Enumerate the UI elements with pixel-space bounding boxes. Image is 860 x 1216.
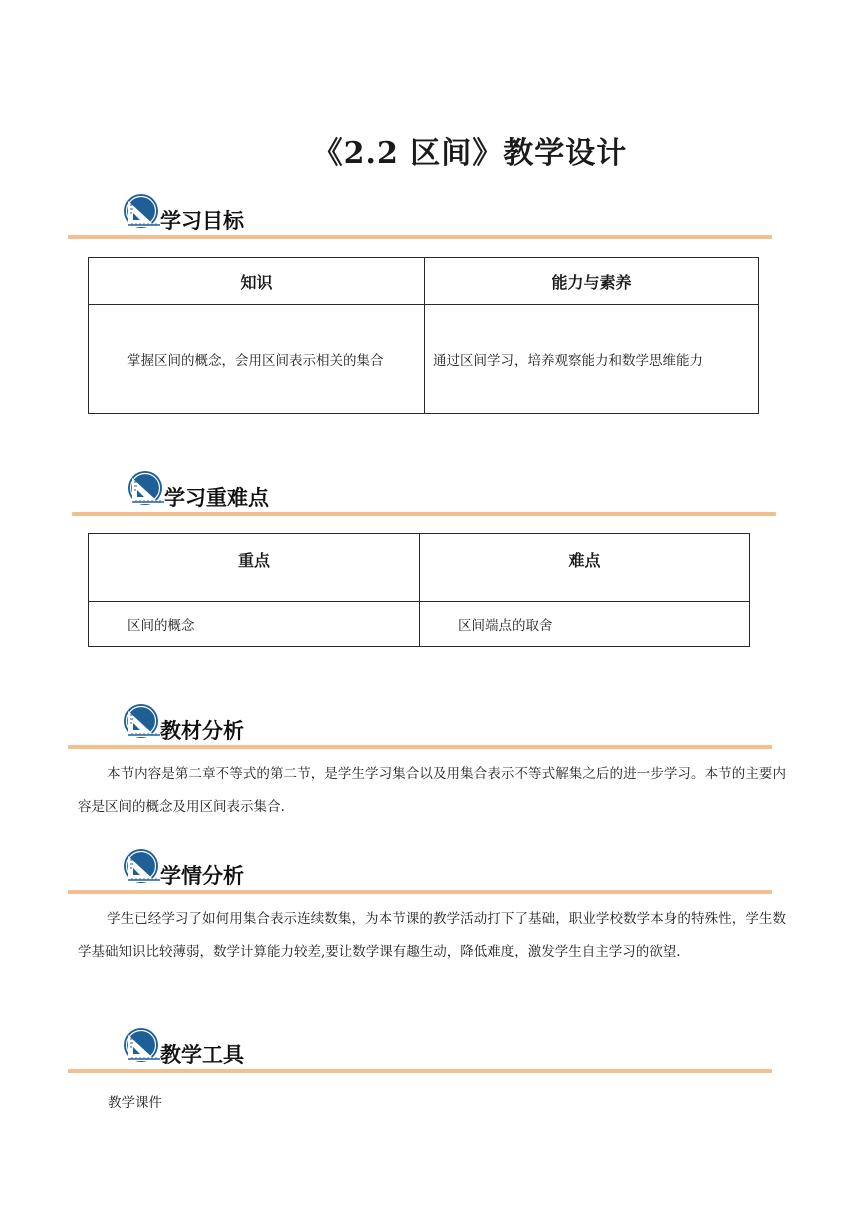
- table-header-cell: 能力与素养: [425, 258, 759, 305]
- set-square-ruler-icon: [122, 848, 162, 886]
- student-analysis-text: 学生已经学习了如何用集合表示连续数集，为本节课的教学活动打下了基础，职业学校数学本身的特殊性，学生数学基础知识比较薄弱，数学计算能力较差,要让数学课有趣生动，降低难度，激发学生自主学习的欲望.: [78, 911, 786, 960]
- document-title: 《2.2 区间》教学设计: [312, 136, 628, 171]
- section-header-objectives: [68, 193, 772, 241]
- section-heading: 教学工具: [160, 1043, 244, 1067]
- set-square-ruler-icon: [122, 193, 162, 231]
- table-header-cell: 难点: [420, 534, 750, 602]
- table-cell: 区间端点的取舍: [420, 602, 750, 647]
- table-cell: 区间的概念: [89, 602, 420, 647]
- section-divider: [68, 235, 772, 239]
- table-header-cell: 重点: [89, 534, 420, 602]
- table-row: [89, 602, 750, 647]
- set-square-ruler-icon: [122, 703, 162, 741]
- table-header-cell: 知识: [89, 258, 425, 305]
- key-points-table: [88, 533, 750, 647]
- section-header-students: [68, 848, 772, 896]
- table-cell: 掌握区间的概念，会用区间表示相关的集合: [89, 305, 425, 414]
- section-heading: 学情分析: [160, 864, 244, 888]
- table-row: [89, 305, 759, 414]
- section-header-material: [68, 703, 772, 751]
- section-divider: [68, 745, 772, 749]
- section-heading: 学习目标: [160, 209, 244, 233]
- teaching-tools-text: 教学课件: [108, 1095, 162, 1111]
- section-divider: [72, 512, 776, 516]
- objectives-table: [88, 257, 759, 414]
- material-analysis-text: 本节内容是第二章不等式的第二节，是学生学习集合以及用集合表示不等式解集之后的进一步学习。本节的主要内容是区间的概念及用区间表示集合.: [78, 766, 786, 815]
- section-header-key-points: [72, 470, 776, 518]
- table-cell: 通过区间学习，培养观察能力和数学思维能力: [425, 305, 759, 414]
- set-square-ruler-icon: [126, 470, 166, 508]
- table-header-row: [89, 258, 759, 305]
- set-square-ruler-icon: [122, 1027, 162, 1065]
- table-header-row: [89, 534, 750, 602]
- section-heading: 教材分析: [160, 719, 244, 743]
- section-header-tools: [68, 1027, 772, 1075]
- section-divider: [68, 890, 772, 894]
- section-heading: 学习重难点: [164, 486, 269, 510]
- section-divider: [68, 1069, 772, 1073]
